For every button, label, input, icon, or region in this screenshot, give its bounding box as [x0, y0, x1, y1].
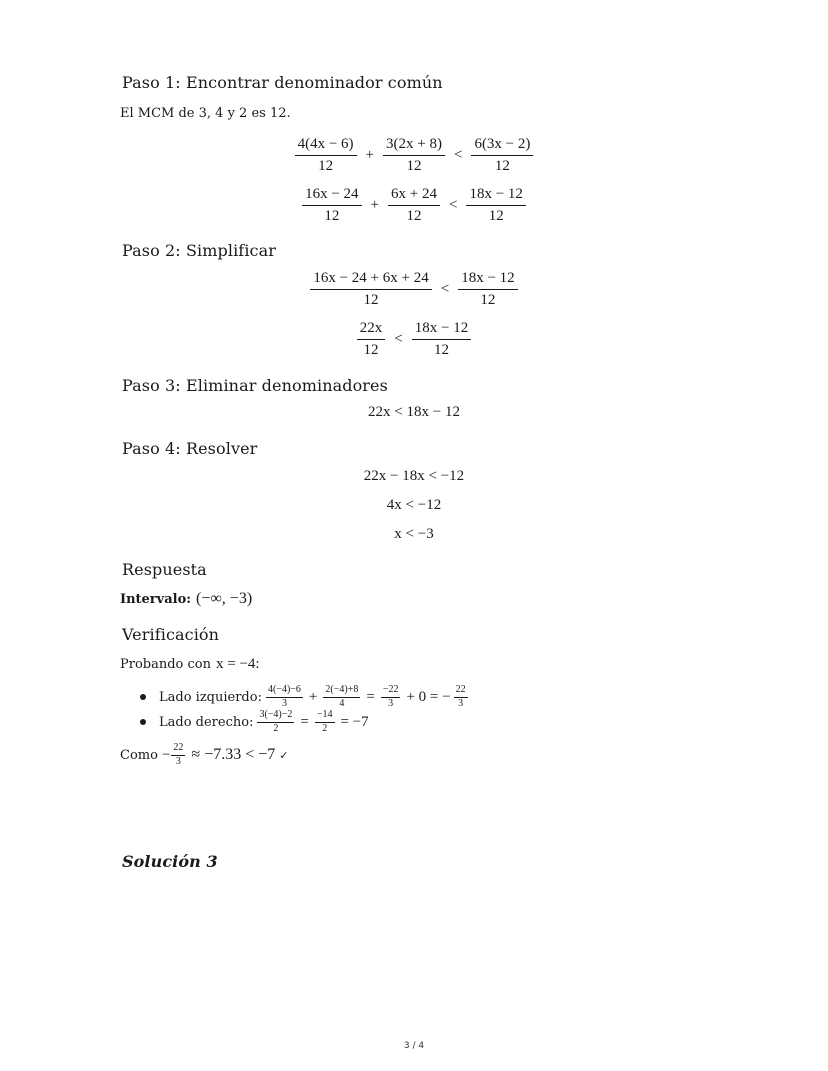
relation: < — [394, 330, 403, 347]
heading-paso-1: Paso 1: Encontrar denominador común — [122, 73, 443, 92]
lado-derecho-label: Lado derecho: — [159, 714, 254, 730]
equation-paso1-2 — [0, 186, 828, 224]
relation: < — [453, 146, 463, 163]
equals: = — [300, 713, 309, 730]
intro-text: Probando con — [120, 657, 211, 672]
check-icon: ✓ — [279, 748, 289, 762]
frac-num: 16x − 24 — [302, 186, 361, 206]
conclusion-expression — [162, 743, 289, 767]
verificacion-intro — [120, 656, 260, 673]
frac-num: −22 — [381, 685, 401, 698]
respuesta-line — [120, 590, 252, 608]
operator: + — [308, 688, 318, 705]
equation-paso2-1 — [0, 270, 828, 308]
heading-paso-4: Paso 4: Resolver — [122, 439, 258, 458]
frac-den: 12 — [494, 157, 510, 174]
frac-num: 22 — [454, 685, 468, 698]
intervalo-label: Intervalo: — [120, 592, 192, 607]
frac-den: 12 — [318, 157, 334, 174]
frac-den: 3 — [175, 755, 181, 767]
frac-num: 6x + 24 — [388, 186, 440, 206]
frac-den: 12 — [406, 157, 422, 174]
frac-num: 22 — [171, 743, 185, 756]
bullet-icon — [140, 719, 146, 725]
conclusion-prefix: Como — [120, 747, 158, 763]
lado-izquierdo-label: Lado izquierdo: — [159, 689, 262, 705]
operator: + — [365, 146, 375, 163]
frac-den: 12 — [433, 341, 449, 358]
heading-verificacion: Verificación — [122, 625, 220, 644]
operator: + — [370, 196, 380, 213]
frac-den: 2 — [273, 722, 279, 734]
frac-num: 4(−4)−6 — [266, 685, 303, 698]
conclusion-tail: ≈ −7.33 < −7 — [191, 746, 276, 763]
equation-paso4-1: 22x − 18x < −12 — [363, 468, 465, 484]
heading-respuesta: Respuesta — [122, 560, 207, 579]
middle-term: + 0 = − — [406, 688, 451, 705]
frac-den: 3 — [388, 697, 394, 709]
frac-den: 12 — [488, 207, 504, 224]
frac-num: 18x − 12 — [458, 270, 517, 290]
frac-num: 3(−4)−2 — [257, 710, 294, 723]
lado-izquierdo-expression — [265, 685, 469, 709]
frac-num: 16x − 24 + 6x + 24 — [310, 270, 431, 290]
bullet-icon — [140, 694, 146, 700]
heading-solucion-3: Solución 3 — [122, 852, 218, 871]
page-number: 3 / 4 — [403, 1041, 425, 1051]
frac-num: 6(3x − 2) — [471, 136, 533, 156]
minus-sign: − — [161, 746, 171, 763]
frac-den: 4 — [339, 697, 345, 709]
frac-den: 3 — [458, 697, 464, 709]
lado-derecho-expression — [256, 710, 373, 734]
intro-math: x = −4: — [216, 656, 260, 672]
list-item-lado-izquierdo — [140, 685, 469, 709]
equation-paso4-3: x < −3 — [394, 526, 434, 542]
frac-den: 12 — [363, 291, 379, 308]
relation: < — [440, 280, 450, 297]
conclusion-line — [120, 743, 288, 767]
frac-num: 22x — [357, 320, 386, 340]
frac-den: 12 — [406, 207, 422, 224]
equation-paso4-2: 4x < −12 — [386, 497, 442, 513]
mcm-text: El MCM de 3, 4 y 2 es 12. — [120, 106, 291, 121]
equation-paso3: 22x < 18x − 12 — [368, 404, 460, 420]
frac-den: 12 — [480, 291, 496, 308]
frac-num: −14 — [315, 710, 335, 723]
frac-den: 12 — [324, 207, 340, 224]
intervalo-value: (−∞, −3) — [196, 590, 253, 607]
frac-num: 4(4x − 6) — [295, 136, 357, 156]
heading-paso-3: Paso 3: Eliminar denominadores — [122, 376, 388, 395]
heading-paso-2: Paso 2: Simplificar — [122, 241, 276, 260]
result: = −7 — [340, 713, 369, 730]
frac-num: 3(2x + 8) — [383, 136, 445, 156]
equals: = — [366, 688, 375, 705]
frac-num: 18x − 12 — [412, 320, 471, 340]
relation: < — [448, 196, 458, 213]
frac-num: 2(−4)+8 — [323, 685, 360, 698]
equation-paso1-1 — [0, 136, 828, 174]
frac-den: 2 — [322, 722, 328, 734]
frac-den: 3 — [281, 697, 287, 709]
equation-paso2-2 — [0, 320, 828, 358]
frac-den: 12 — [363, 341, 379, 358]
list-item-lado-derecho — [140, 710, 374, 734]
frac-num: 18x − 12 — [466, 186, 525, 206]
